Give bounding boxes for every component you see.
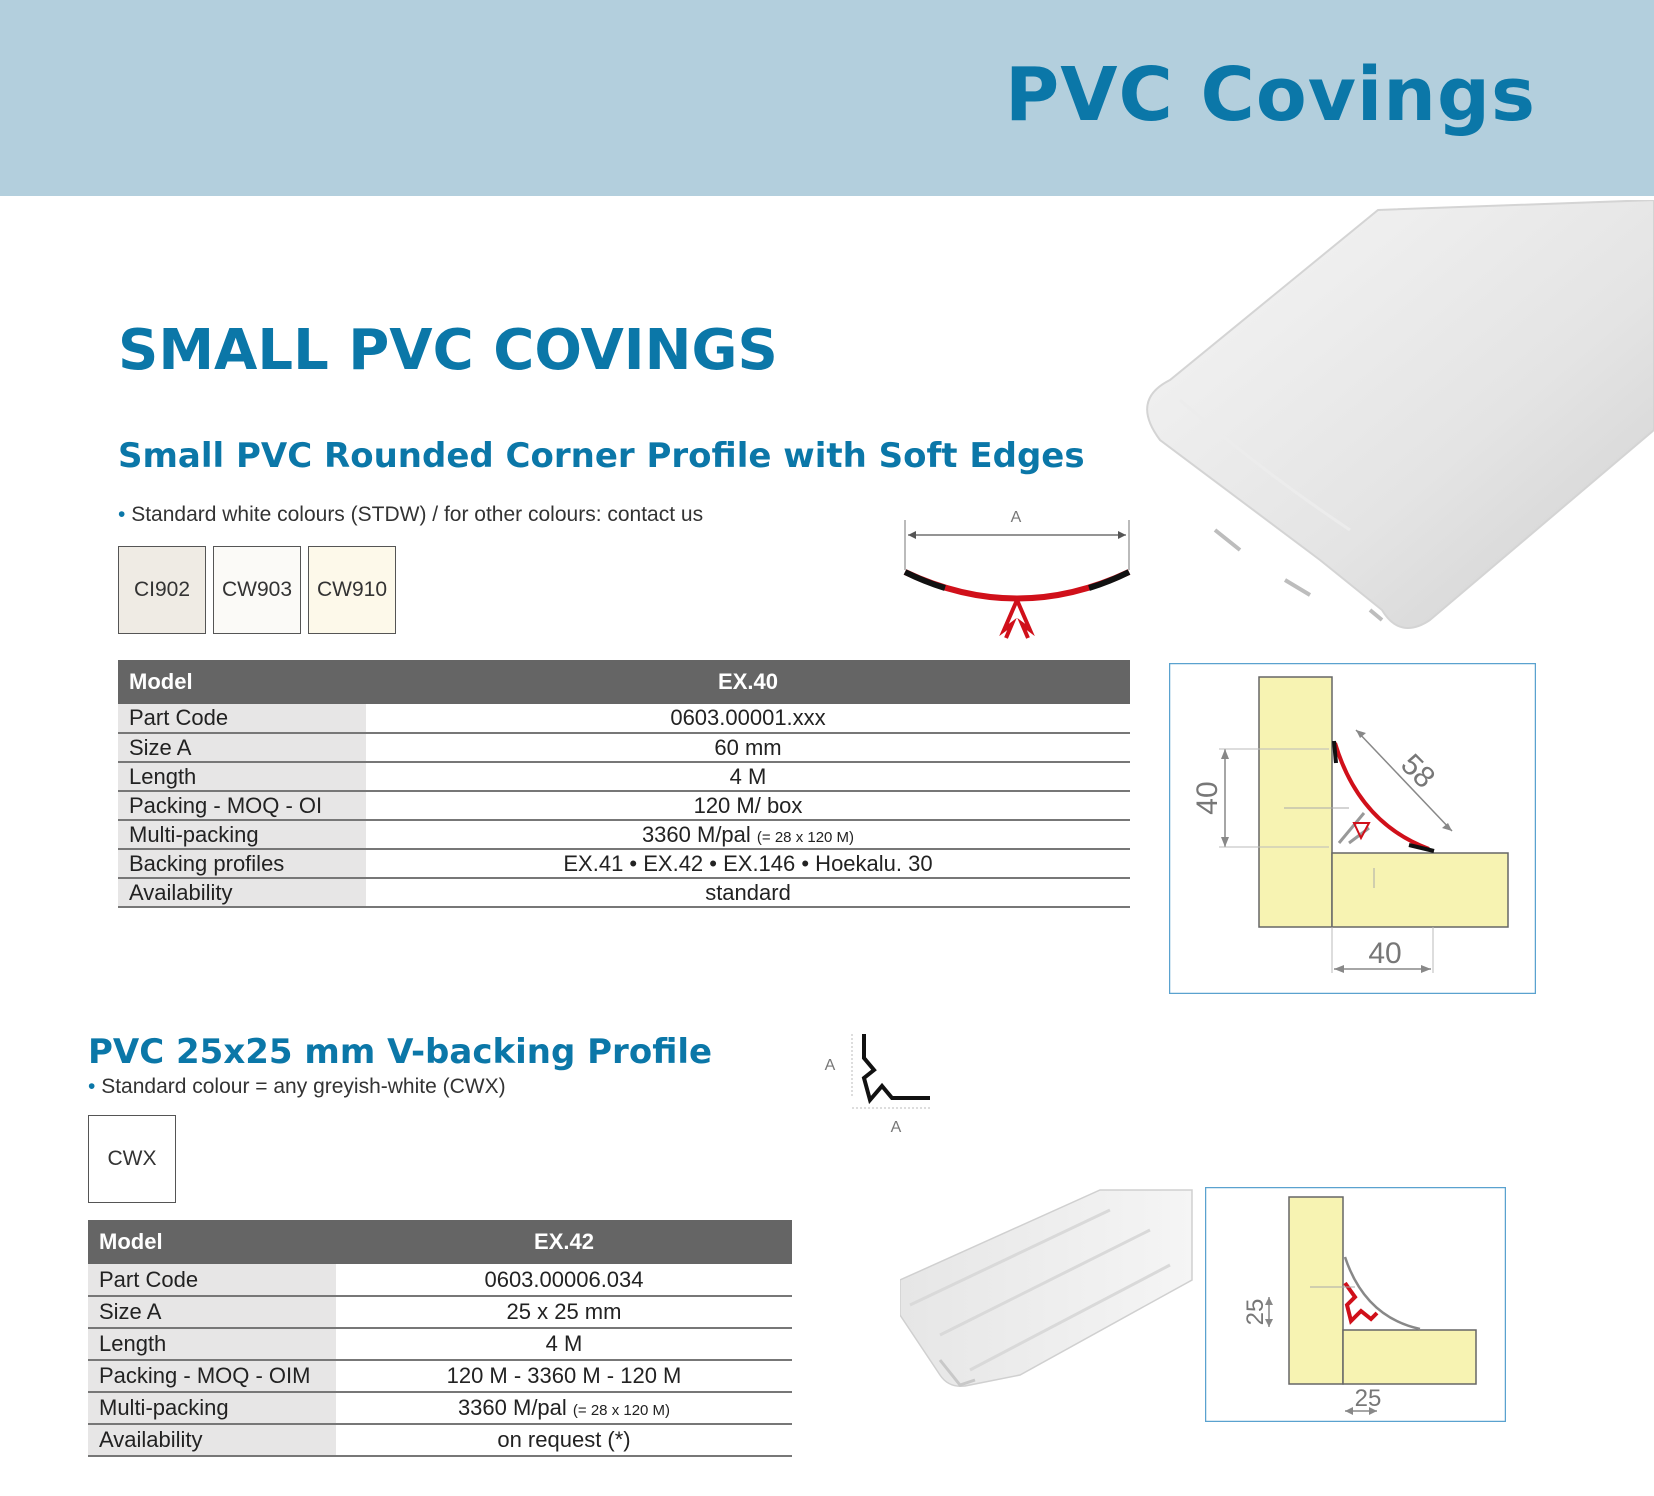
section-title: SMALL PVC COVINGS [118, 318, 778, 383]
table-row [118, 849, 1130, 878]
profile-dim-a: A [1010, 509, 1022, 526]
row-key: Length [118, 762, 366, 791]
row-value [336, 1264, 792, 1296]
product1-bullet: • Standard white colours (STDW) / for other colours: contact us [118, 503, 704, 526]
row-value [336, 1424, 792, 1456]
table-row [118, 704, 1130, 733]
row-value-text: 4 M [729, 763, 767, 789]
section-dim-height: 40 [1191, 781, 1224, 815]
product1-bullet-text: Standard white colours (STDW) / for other colours: contact us [131, 503, 704, 526]
profile-ex42-drawing [818, 1028, 938, 1138]
row-value [366, 849, 1130, 878]
row-key: Packing - MOQ - OI [118, 791, 366, 820]
row-value-text: 0603.00006.034 [484, 1266, 644, 1292]
table-row [118, 820, 1130, 849]
row-value-text: 120 M/ box [693, 792, 803, 818]
table-header-value: EX.40 [366, 660, 1130, 704]
row-value-note: (= 28 x 120 M) [572, 1402, 671, 1419]
row-key: Size A [88, 1296, 336, 1328]
product2-spec-table [88, 1220, 792, 1457]
section-dim-diagonal: 58 [1394, 747, 1442, 795]
colour-swatch: CWX [88, 1115, 176, 1203]
row-value-text: 0603.00001.xxx [670, 705, 826, 730]
row-value-text: standard [705, 879, 791, 905]
row-value [336, 1392, 792, 1424]
table-row [88, 1424, 792, 1456]
section-ex42-drawing [1205, 1187, 1506, 1422]
row-value-text: 25 x 25 mm [506, 1299, 622, 1324]
table-row [118, 878, 1130, 907]
row-value-text: 120 M - 3360 M - 120 M [446, 1363, 682, 1388]
row-key: Packing - MOQ - OIM [88, 1360, 336, 1392]
table-row [118, 791, 1130, 820]
table-header-value: EX.42 [336, 1220, 792, 1264]
row-value-text: 60 mm [714, 734, 782, 760]
table-row [88, 1328, 792, 1360]
colour-swatch: CW903 [213, 546, 301, 634]
row-key: Multi-packing [88, 1392, 336, 1424]
row-key: Multi-packing [118, 820, 366, 849]
colour-swatch: CW910 [308, 546, 396, 634]
section2-dim-height: 25 [1242, 1298, 1269, 1326]
row-key: Part Code [118, 704, 366, 733]
profile-ex40-drawing [900, 500, 1140, 645]
profile-dim-horizontal: A [890, 1119, 902, 1136]
page-title: PVC Covings [1004, 52, 1536, 138]
coving-photo [1120, 200, 1654, 660]
table-row [88, 1392, 792, 1424]
vbacking-photo [900, 1185, 1200, 1400]
row-value [366, 791, 1130, 820]
product1-title: Small PVC Rounded Corner Profile with Soft Edges [118, 436, 1085, 476]
row-value [366, 704, 1130, 733]
row-value [366, 762, 1130, 791]
table-row [88, 1264, 792, 1296]
row-value-text: 3360 M/pal [641, 821, 751, 847]
row-value-text: 3360 M/pal [457, 1395, 567, 1420]
section-ex40-drawing [1169, 663, 1536, 994]
row-value [336, 1328, 792, 1360]
table-header-model: Model [88, 1220, 336, 1264]
row-key: Length [88, 1328, 336, 1360]
row-key: Size A [118, 733, 366, 762]
table-header-row [88, 1220, 792, 1264]
row-value-text: 4 M [545, 1331, 583, 1356]
row-value [336, 1296, 792, 1328]
row-value-text: EX.41 • EX.42 • EX.146 • Hoekalu. 30 [563, 850, 933, 876]
colour-swatch: CI902 [118, 546, 206, 634]
product2-bullet-text: Standard colour = any greyish-white (CWX) [101, 1075, 506, 1098]
row-value [366, 733, 1130, 762]
table-row [88, 1360, 792, 1392]
product1-spec-table [118, 660, 1130, 908]
profile-dim-vertical: A [824, 1057, 836, 1074]
table-row [118, 733, 1130, 762]
table-row [118, 762, 1130, 791]
product2-title: PVC 25x25 mm V-backing Profile [88, 1032, 713, 1072]
row-value [366, 878, 1130, 907]
row-key: Part Code [88, 1264, 336, 1296]
row-key: Backing profiles [118, 849, 366, 878]
row-value-note: (= 28 x 120 M) [756, 828, 855, 846]
row-value [366, 820, 1130, 849]
table-header-model: Model [118, 660, 366, 704]
row-key: Availability [118, 878, 366, 907]
table-row [88, 1296, 792, 1328]
row-value [336, 1360, 792, 1392]
row-value-text: on request (*) [497, 1427, 631, 1452]
section-dim-width: 40 [1368, 937, 1402, 970]
table-header-row [118, 660, 1130, 704]
row-key: Availability [88, 1424, 336, 1456]
product2-bullet: • Standard colour = any greyish-white (CWX) [88, 1075, 506, 1098]
section2-dim-width: 25 [1354, 1385, 1382, 1412]
